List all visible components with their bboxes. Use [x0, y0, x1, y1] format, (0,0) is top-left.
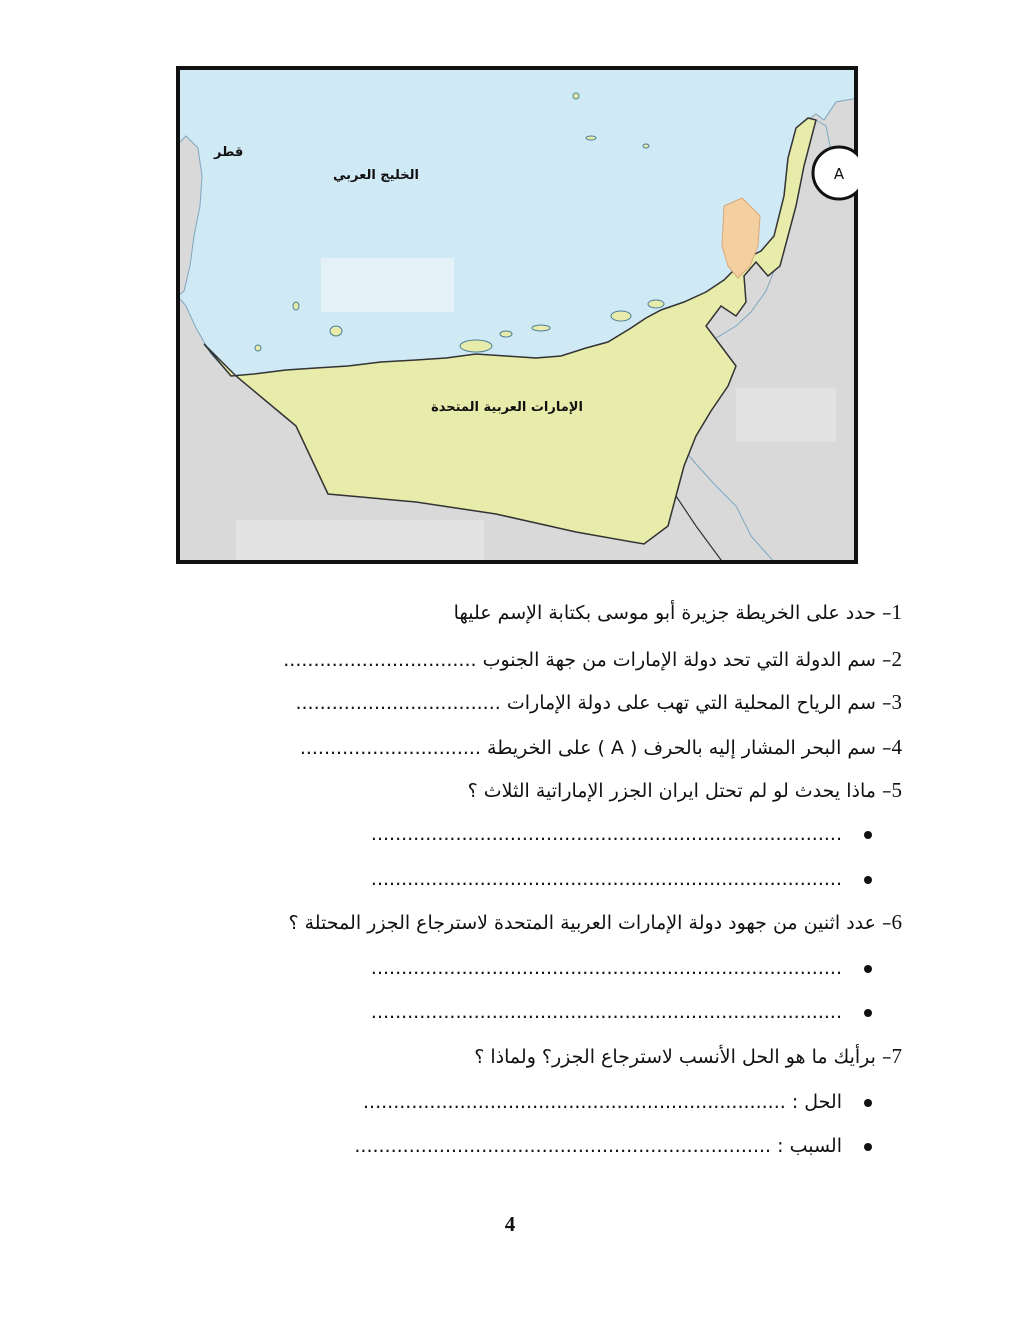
question-4-number: 4 — [891, 735, 902, 759]
q5-answer-dots-1[interactable]: .............................................................................. — [370, 823, 842, 845]
question-6-number: 6 — [891, 910, 902, 934]
label-uae: الإمارات العربية المتحدة — [431, 400, 583, 415]
question-3 — [295, 689, 902, 716]
question-7-number: 7 — [891, 1044, 902, 1068]
question-4 — [300, 734, 902, 761]
marker-a-letter: A — [833, 165, 845, 183]
q7-reason-dots[interactable]: ..................................................................... — [354, 1135, 772, 1157]
q5-answer-dots-2[interactable]: .............................................................................. — [370, 868, 842, 890]
question-1-text: – حدد على الخريطة جزيرة أبو موسى بكتابة الإسم عليها — [453, 602, 892, 624]
question-6 — [288, 909, 902, 936]
question-2-text: – سم الدولة التي تحد دولة الإمارات من جهة الجنوب — [482, 649, 892, 671]
question-3-number: 3 — [891, 690, 902, 714]
question-3-answer-blank[interactable]: .................................. — [295, 692, 501, 714]
question-5-text: – ماذا يحدث لو لم تحتل ايران الجزر الإماراتية الثلاث ؟ — [467, 780, 892, 802]
bullet-icon — [864, 831, 872, 839]
map-placeholder-3 — [236, 520, 484, 560]
question-4-answer-blank[interactable]: .............................. — [299, 737, 481, 759]
question-6-text: – عدد اثنين من جهود دولة الإمارات العربية المتحدة لاسترجاع الجزر المحتلة ؟ — [288, 912, 892, 934]
label-arabian-gulf: الخليج العربي — [332, 168, 420, 183]
marker-a — [813, 147, 858, 199]
question-5 — [468, 777, 902, 804]
question-1-number: 1 — [891, 600, 902, 624]
bullet-icon — [864, 965, 872, 973]
q6-answer-dots-2[interactable]: .............................................................................. — [370, 1001, 842, 1023]
q6-answer-line-2[interactable] — [371, 999, 872, 1025]
q7-reason-label: السبب : — [777, 1135, 842, 1157]
question-4-text: – سم البحر المشار إليه بالحرف ( A ) على الخريطة — [487, 737, 892, 759]
q5-answer-line-2[interactable] — [371, 866, 872, 892]
q7-solution-dots[interactable]: ...................................................................... — [363, 1091, 786, 1113]
q5-answer-line-1[interactable] — [371, 821, 872, 847]
page-number: 4 — [504, 1212, 516, 1236]
map-placeholder-1 — [321, 258, 454, 312]
bullet-icon — [864, 1143, 872, 1151]
q7-solution-label: الحل : — [791, 1091, 842, 1113]
uae-map — [176, 66, 858, 564]
question-2-answer-blank[interactable]: ................................ — [283, 649, 477, 671]
question-7-text: – برأيك ما هو الحل الأنسب لاسترجاع الجزر؟ ولماذا ؟ — [474, 1046, 892, 1068]
question-2 — [283, 646, 902, 673]
map-placeholder-2 — [736, 388, 836, 442]
bullet-icon — [864, 1009, 872, 1017]
label-qatar: قطر — [214, 145, 244, 160]
q6-answer-dots-1[interactable]: .............................................................................. — [370, 957, 842, 979]
q7-solution-line[interactable] — [363, 1089, 872, 1115]
bullet-icon — [864, 1099, 872, 1107]
question-5-number: 5 — [891, 778, 902, 802]
bullet-icon — [864, 876, 872, 884]
question-2-number: 2 — [891, 647, 902, 671]
question-3-text: – سم الرياح المحلية التي تهب على دولة الإمارات — [506, 692, 892, 714]
q7-reason-line[interactable] — [354, 1133, 872, 1159]
q6-answer-line-1[interactable] — [371, 955, 872, 981]
question-7 — [474, 1043, 902, 1070]
question-1 — [454, 599, 902, 626]
